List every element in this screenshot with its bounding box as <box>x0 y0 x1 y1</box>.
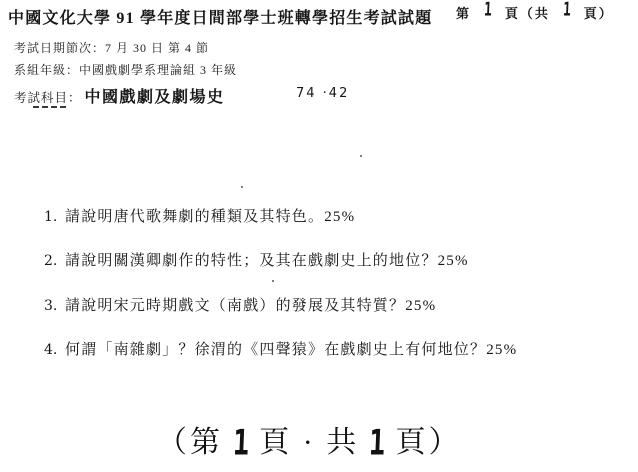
footer-page-indicator <box>157 417 462 464</box>
scan-speck <box>241 186 243 188</box>
question-1 <box>44 205 355 226</box>
handwritten-total-pages: 1 <box>562 0 572 22</box>
page-label-mid: 頁（共 <box>504 6 550 21</box>
question-4-text: 何謂「南雜劇」？徐渭的《四聲猿》在戲劇史上有何地位？25% <box>65 342 518 358</box>
footer-open: （第 <box>157 426 223 459</box>
department-label: 系組年級： <box>14 63 80 77</box>
page-label-suffix: 頁） <box>583 6 614 21</box>
exam-date-value: 7 月 30 日 第 4 節 <box>105 41 210 55</box>
page-number-header <box>456 0 614 22</box>
question-2 <box>44 249 469 270</box>
handwritten-page-number: 1 <box>483 0 493 22</box>
footer-mid: 頁 · 共 <box>259 426 360 459</box>
question-3-text: 請說明宋元時期戲文（南戲）的發展及其特質？25% <box>65 298 437 314</box>
question-4-number: 4. <box>44 342 58 358</box>
page-title: 中國文化大學 91 學年度日間部學士班轉學招生考試試題 <box>8 10 433 27</box>
department-value: 中國戲劇學系理論組 3 年級 <box>79 63 238 77</box>
question-2-number: 2. <box>44 253 58 269</box>
department-line <box>14 61 237 78</box>
subject-label: 考試科目： <box>14 91 82 105</box>
subject-line <box>14 84 225 107</box>
question-4 <box>44 338 517 359</box>
question-3-number: 3. <box>44 298 58 314</box>
page-label-prefix: 第 <box>456 6 472 21</box>
footer-close: 頁） <box>395 426 462 459</box>
question-1-number: 1. <box>44 209 58 225</box>
question-1-text: 請說明唐代歌舞劇的種類及其特色。25% <box>65 209 356 225</box>
footer-handwritten-total-pages: 1 <box>368 423 387 464</box>
scan-speck <box>360 155 362 157</box>
scan-speck <box>272 280 274 282</box>
footer-handwritten-page-number: 1 <box>232 423 251 464</box>
dashed-underline-mark <box>33 106 66 108</box>
subject-code: 74 ·42 <box>296 86 350 101</box>
exam-date-line <box>14 39 209 56</box>
question-2-text: 請說明關漢卿劇作的特性；及其在戲劇史上的地位？25% <box>65 253 469 269</box>
question-3 <box>44 294 436 315</box>
subject-value: 中國戲劇及劇場史 <box>84 89 225 106</box>
exam-date-label: 考試日期節次： <box>14 41 106 55</box>
